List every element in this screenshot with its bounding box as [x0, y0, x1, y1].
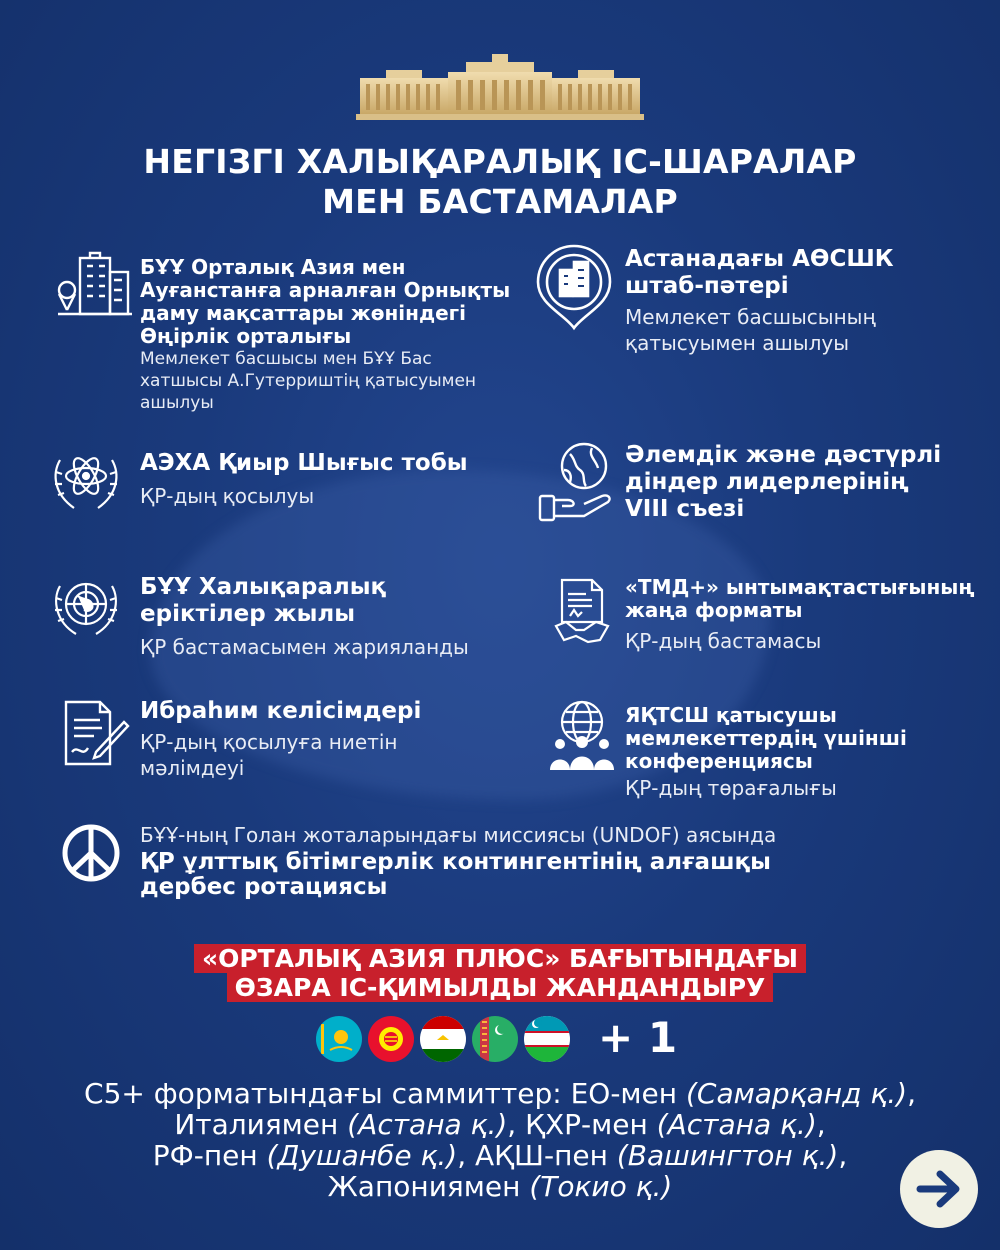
- osce-hq-title: Астанадағы АӨСШК штаб-пәтері: [625, 246, 894, 299]
- abraham-title: Ибраһим келісімдері: [140, 698, 422, 724]
- un-emblem-icon: [48, 574, 124, 640]
- summits-china: , ҚХР-мен: [507, 1108, 657, 1141]
- summits-china-city: (Астана қ.): [656, 1108, 817, 1141]
- summits-text: [60, 1078, 940, 1202]
- flag-kyrgyzstan-icon: [368, 1016, 414, 1062]
- summits-sep2: ,: [816, 1108, 826, 1141]
- central-asia-heading-line1: «ОРТАЛЫҚ АЗИЯ ПЛЮС» БАҒЫТЫНДАҒЫ: [194, 944, 806, 973]
- osce-hq-subtitle: Мемлекет басшысының қатысуымен ашылуы: [625, 305, 876, 355]
- cis-item: [625, 576, 995, 654]
- summits-usa-city: (Вашингтон қ.): [616, 1139, 839, 1172]
- central-asia-heading: [0, 944, 1000, 1002]
- abraham-subtitle: ҚР-дың қосылуға ниетін мәлімдеуі: [140, 730, 398, 780]
- volunteers-item: [140, 574, 520, 660]
- iaea-title: АЭХА Қиыр Шығыс тобы: [140, 450, 468, 476]
- summits-eu-city: (Самарқанд қ.): [686, 1077, 908, 1110]
- religions-item: [625, 442, 955, 523]
- central-asia-heading-line2: ӨЗАРА ІС-ҚИМЫЛДЫ ЖАНДАНДЫРУ: [227, 973, 774, 1002]
- flag-tajikistan-icon: [420, 1016, 466, 1062]
- flag-uzbekistan-icon: [524, 1016, 570, 1062]
- volunteers-subtitle: ҚР бастамасымен жарияланды: [140, 635, 469, 659]
- summits-japan: Жапониямен: [327, 1170, 530, 1203]
- building-pin-icon: [54, 250, 134, 322]
- iaea-subtitle: ҚР-дың қосылуы: [140, 484, 315, 508]
- flag-turkmenistan-icon: [472, 1016, 518, 1062]
- globe-people-icon: [546, 700, 618, 772]
- atom-laurel-icon: [48, 444, 124, 514]
- undof-title: ҚР ұлттық бітімгерлік контингентінің алғашқы дербес ротациясы: [140, 849, 771, 900]
- akorda-building-icon: [356, 52, 644, 120]
- plus-one-label: + 1: [598, 1013, 678, 1062]
- nuclear-title: ЯҚТСШ қатысушы мемлекеттердің үшінші конференциясы: [625, 703, 907, 773]
- next-button[interactable]: [900, 1150, 978, 1228]
- osce-hq-item: [625, 246, 955, 356]
- summits-sep3: ,: [838, 1139, 848, 1172]
- cis-title: «ТМД+» ынтымақтастығының жаңа форматы: [625, 575, 975, 622]
- nuclear-subtitle: ҚР-дың төрағалығы: [625, 776, 837, 800]
- summits-intro: С5+ форматындағы саммиттер: ЕО-мен: [84, 1077, 686, 1110]
- city-pin-icon: [534, 244, 614, 332]
- signed-document-icon: [60, 698, 130, 768]
- religions-title: Әлемдік және дәстүрлі діндер лидерлерінің VIII съезі: [625, 442, 942, 522]
- page-title-line1: НЕГІЗГІ ХАЛЫҚАРАЛЫҚ ІС-ШАРАЛАР: [143, 142, 857, 181]
- nuclear-item: [625, 704, 955, 801]
- summits-sep1: ,: [907, 1077, 916, 1110]
- undof-subtitle: БҰҰ-ның Голан жоталарындағы миссиясы (UNDOF) аясында: [140, 823, 777, 847]
- summits-japan-city: (Токио қ.): [529, 1170, 673, 1203]
- summits-italy: Италиямен: [174, 1108, 348, 1141]
- summits-russia-city: (Душанбе қ.): [266, 1139, 458, 1172]
- un-center-title: БҰҰ Орталық Азия мен Ауғанстанға арналған Орнықты даму мақсаттары жөніндегі Өңірлік орталығы: [140, 255, 511, 348]
- document-handshake-icon: [554, 576, 610, 646]
- summits-usa: , АҚШ-пен: [457, 1139, 617, 1172]
- volunteers-title: БҰҰ Халықаралық еріктілер жылы: [140, 574, 387, 627]
- iaea-item: [140, 450, 520, 509]
- summits-russia: РФ-пен: [152, 1139, 267, 1172]
- summits-italy-city: (Астана қ.): [347, 1108, 508, 1141]
- undof-item: [140, 822, 960, 900]
- globe-hand-icon: [536, 440, 614, 522]
- abraham-item: [140, 698, 520, 781]
- cis-subtitle: ҚР-дың бастамасы: [625, 629, 822, 653]
- un-center-subtitle: Мемлекет басшысы мен БҰҰ Бас хатшысы А.Гутерриштің қатысуымен ашылуы: [140, 349, 477, 413]
- flag-kazakhstan-icon: [316, 1016, 362, 1062]
- arrow-right-icon: [900, 1150, 978, 1228]
- page-title: [0, 142, 1000, 222]
- un-center-item: [140, 256, 530, 414]
- peace-icon: [60, 822, 122, 884]
- page-title-line2: МЕН БАСТАМАЛАР: [322, 182, 678, 221]
